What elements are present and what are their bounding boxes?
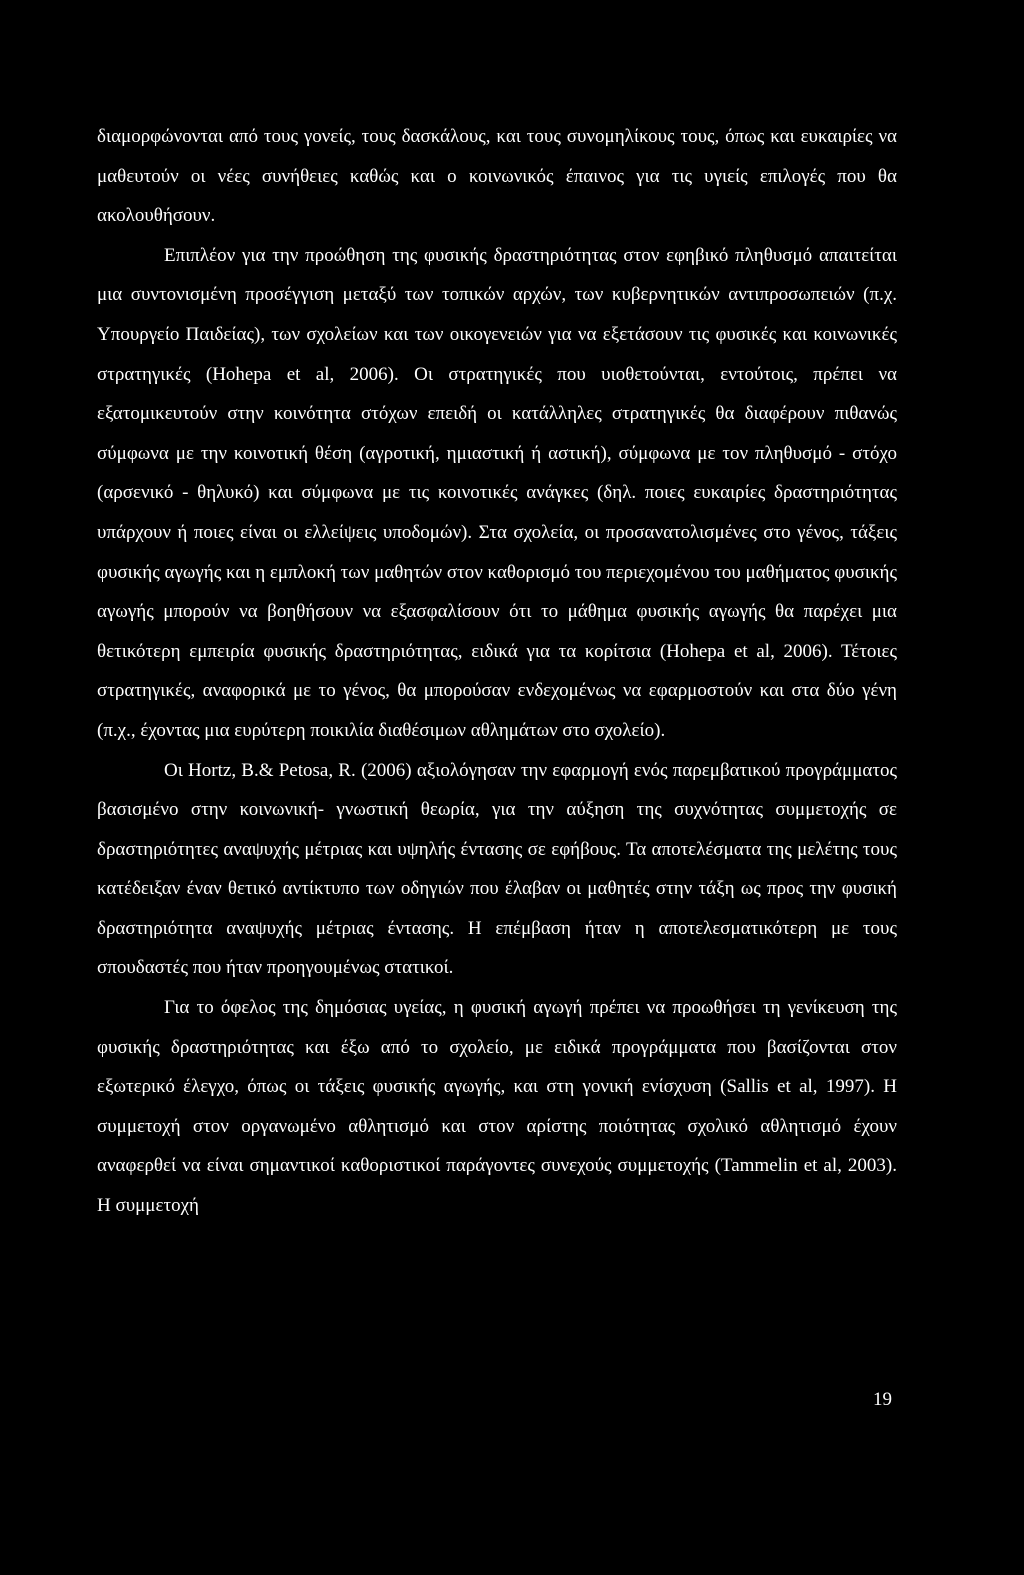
paragraph-continued: διαμορφώνονται από τους γονείς, τους δασκάλους, και τους συνομηλίκους τους, όπως και ευκαιρίες να μαθευτούν οι νέες συνήθειες καθώς και ο κοινωνικός έπαινος για τις υγιείς επιλογές που θα ακολουθήσουν. xyxy=(97,126,897,227)
page-number: 19 xyxy=(873,1389,892,1410)
document-body xyxy=(97,117,897,1226)
paragraph-strategies: Επιπλέον για την προώθηση της φυσικής δραστηριότητας στον εφηβικό πληθυσμό απαιτείται μια συντονισμένη προσέγγιση μεταξύ των τοπικών αρχών, των κυβερνητικών αντιπροσωπειών (π.χ. Υπουργείο Παιδείας), των σχολείων και των οικογενειών για να εξετάσουν τις φυσικές και κοινωνικές στρατηγικές (Hohepa et al, 2006). Οι στρατηγικές που υιοθετούνται, εντούτοις, πρέπει να εξατομικευτούν στην κοινότητα στόχων επειδή οι κατάλληλες στρατηγικές θα διαφέρουν πιθανώς σύμφωνα με την κοινοτική θέση (αγροτική, ημιαστική ή αστική), σύμφωνα με τον πληθυσμό - στόχο (αρσενικό - θηλυκό) και σύμφωνα με τις κοινοτικές ανάγκες (δηλ. ποιες ευκαιρίες δραστηριότητας υπάρχουν ή ποιες είναι οι ελλείψεις υποδομών). Στα σχολεία, οι προσανατολισμένες στο γένος, τάξεις φυσικής αγωγής και η εμπλοκή των μαθητών στον καθορισμό του περιεχομένου του μαθήματος φυσικής αγωγής μπορούν να βοηθήσουν να εξασφαλίσουν ότι το μάθημα φυσικής αγωγής θα παρέχει μια θετικότερη εμπειρία φυσικής δραστηριότητας, ειδικά για τα κορίτσια (Hohepa et al, 2006). Τέτοιες στρατηγικές, αναφορικά με το γένος, θα μπορούσαν ενδεχομένως να εφαρμοστούν και στα δύο γένη (π.χ., έχοντας μια ευρύτερη ποικιλία διαθέσιμων αθλημάτων στο σχολείο). xyxy=(97,244,897,741)
paragraph-public-health: Για το όφελος της δημόσιας υγείας, η φυσική αγωγή πρέπει να προωθήσει τη γενίκευση της φυσικής δραστηριότητας και έξω από το σχολείο, με ειδικά προγράμματα που βασίζονται στον εξωτερικό έλεγχο, όπως οι τάξεις φυσικής αγωγής, και στη γονική ενίσχυση (Sallis et al, 1997). Η συμμετοχή στον οργανωμένο αθλητισμό και στον αρίστης ποιότητας σχολικό αθλητισμό έχουν αναφερθεί να είναι σημαντικοί καθοριστικοί παράγοντες συνεχούς συμμετοχής (Tammelin et al, 2003). Η συμμετοχή xyxy=(97,997,897,1217)
paragraph-hortz-petosa: Οι Hortz, B.& Petosa, R. (2006) αξιολόγησαν την εφαρμογή ενός παρεμβατικού προγράμματος βασισμένο στην κοινωνική- γνωστική θεωρία, για την αύξηση της συχνότητας συμμετοχής σε δραστηριότητες αναψυχής μέτριας και υψηλής έντασης σε εφήβους. Τα αποτελέσματα της μελέτης τους κατέδειξαν έναν θετικό αντίκτυπο των οδηγιών που έλαβαν οι μαθητές στην τάξη ως προς την φυσική δραστηριότητα αναψυχής μέτριας έντασης. Η επέμβαση ήταν η αποτελεσματικότερη με τους σπουδαστές που ήταν προηγουμένως στατικοί. xyxy=(97,759,897,979)
